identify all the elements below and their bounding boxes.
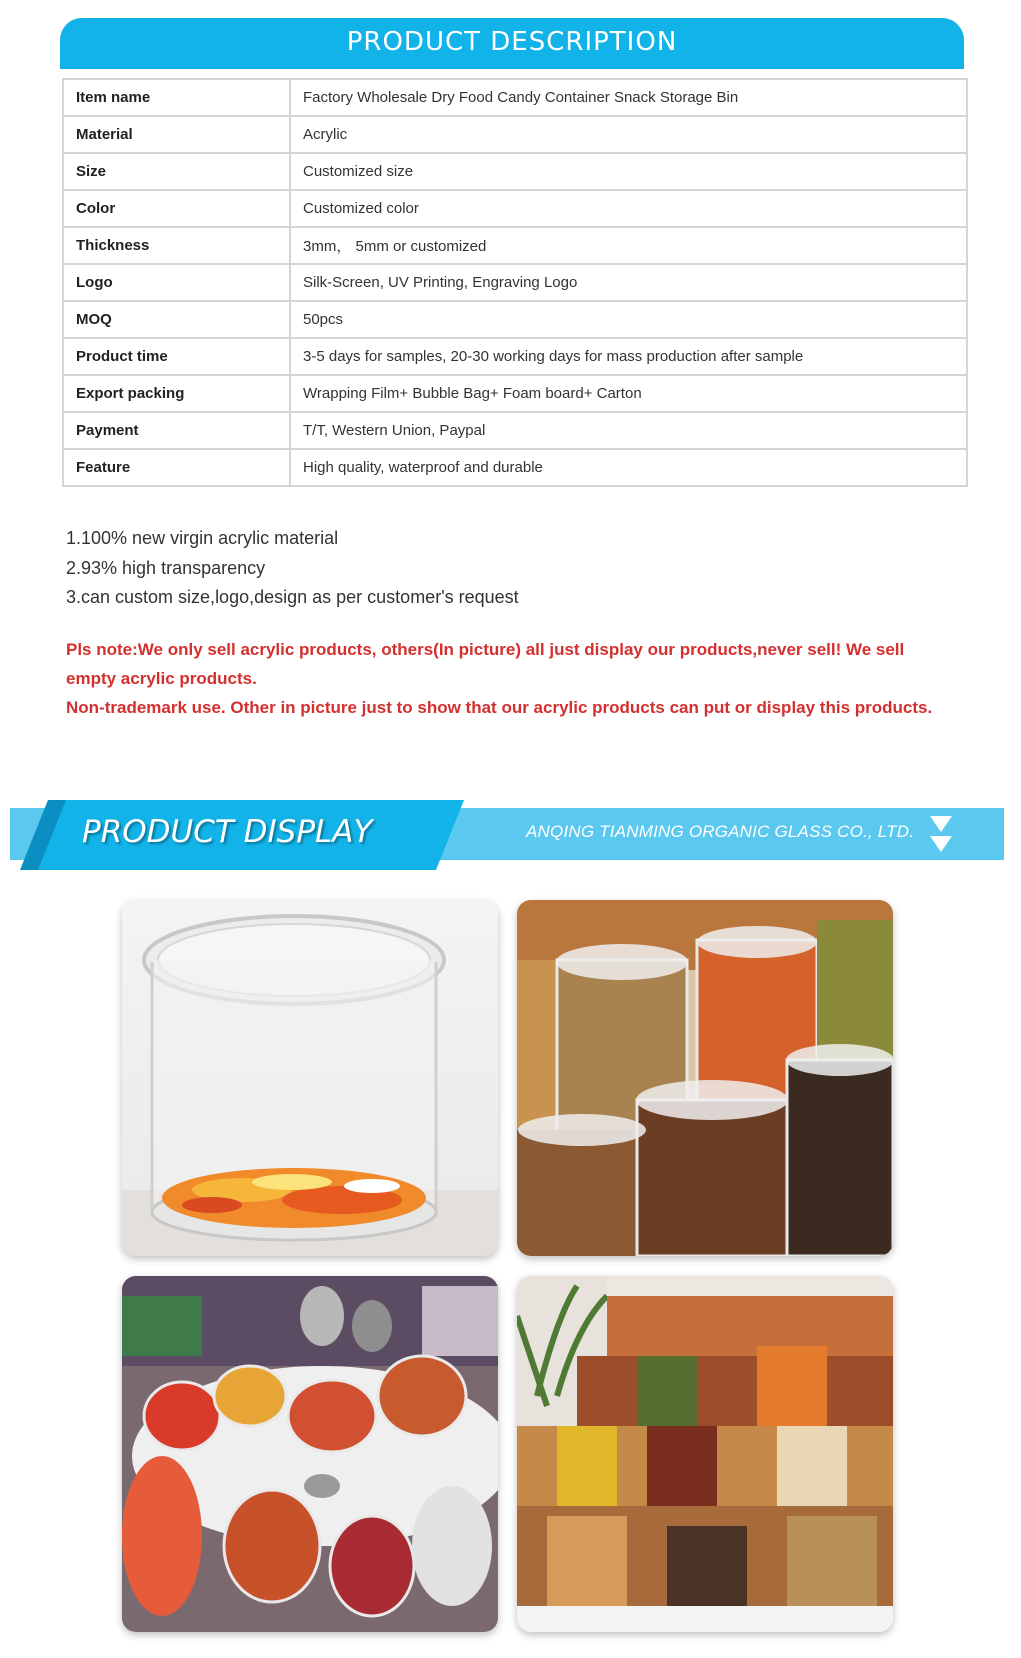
spec-key: Export packing [63, 375, 290, 412]
feature-item: 1.100% new virgin acrylic material [66, 528, 339, 548]
spec-key: Size [63, 153, 290, 190]
product-description-title: PRODUCT DESCRIPTION [346, 27, 678, 57]
spec-value: Wrapping Film+ Bubble Bag+ Foam board+ Carton [290, 375, 967, 412]
table-row [63, 190, 967, 227]
table-row [63, 153, 967, 190]
product-display-title: PRODUCT DISPLAY [82, 814, 373, 850]
table-row [63, 264, 967, 301]
product-photo-candy-display [122, 1276, 498, 1632]
table-row [63, 338, 967, 375]
product-photo-nut-containers [517, 900, 893, 1256]
spec-value: Silk-Screen, UV Printing, Engraving Logo [290, 264, 967, 301]
disclaimer-note [66, 635, 946, 722]
spec-value: Factory Wholesale Dry Food Candy Container Snack Storage Bin [290, 79, 967, 116]
spec-key: Material [63, 116, 290, 153]
note-line-2: Non-trademark use. Other in picture just to show that our acrylic products can put or display this products. [66, 698, 933, 717]
table-row [63, 412, 967, 449]
feature-item: 3.can custom size,logo,design as per customer's request [66, 587, 519, 607]
spec-key: Product time [63, 338, 290, 375]
feature-item: 2.93% high transparency [66, 557, 266, 578]
spec-key: Thickness [63, 227, 290, 264]
table-row [63, 116, 967, 153]
table-row [63, 79, 967, 116]
double-chevron-down-icon [930, 814, 952, 854]
spec-value: Acrylic [290, 116, 967, 153]
table-row [63, 227, 967, 264]
feature-list [66, 524, 519, 613]
spec-key: Payment [63, 412, 290, 449]
spec-value: High quality, waterproof and durable [290, 449, 967, 486]
spec-key: Item name [63, 79, 290, 116]
table-row [63, 449, 967, 486]
spec-key: MOQ [63, 301, 290, 338]
product-display-banner [10, 800, 1004, 870]
table-row [63, 375, 967, 412]
spec-value: T/T, Western Union, Paypal [290, 412, 967, 449]
note-line-1: Pls note:We only sell acrylic products, others(In picture) all just display our products,never sell! We sell empty acrylic products. [66, 640, 905, 688]
header-divider [60, 66, 964, 69]
spec-value: 3-5 days for samples, 20-30 working days for mass production after sample [290, 338, 967, 375]
spec-key: Color [63, 190, 290, 227]
spec-key: Feature [63, 449, 290, 486]
spec-value: 3mm， 5mm or customized [290, 227, 967, 264]
company-name: ANQING TIANMING ORGANIC GLASS CO., LTD. [526, 822, 915, 841]
product-description-header [60, 18, 964, 66]
spec-value: Customized color [290, 190, 967, 227]
spec-key: Logo [63, 264, 290, 301]
table-row [63, 301, 967, 338]
product-photo-container-wall [517, 1276, 893, 1632]
spec-table [62, 78, 968, 487]
spec-value: 50pcs [290, 301, 967, 338]
spec-value: Customized size [290, 153, 967, 190]
product-photo-jellybean-bin [122, 900, 498, 1256]
